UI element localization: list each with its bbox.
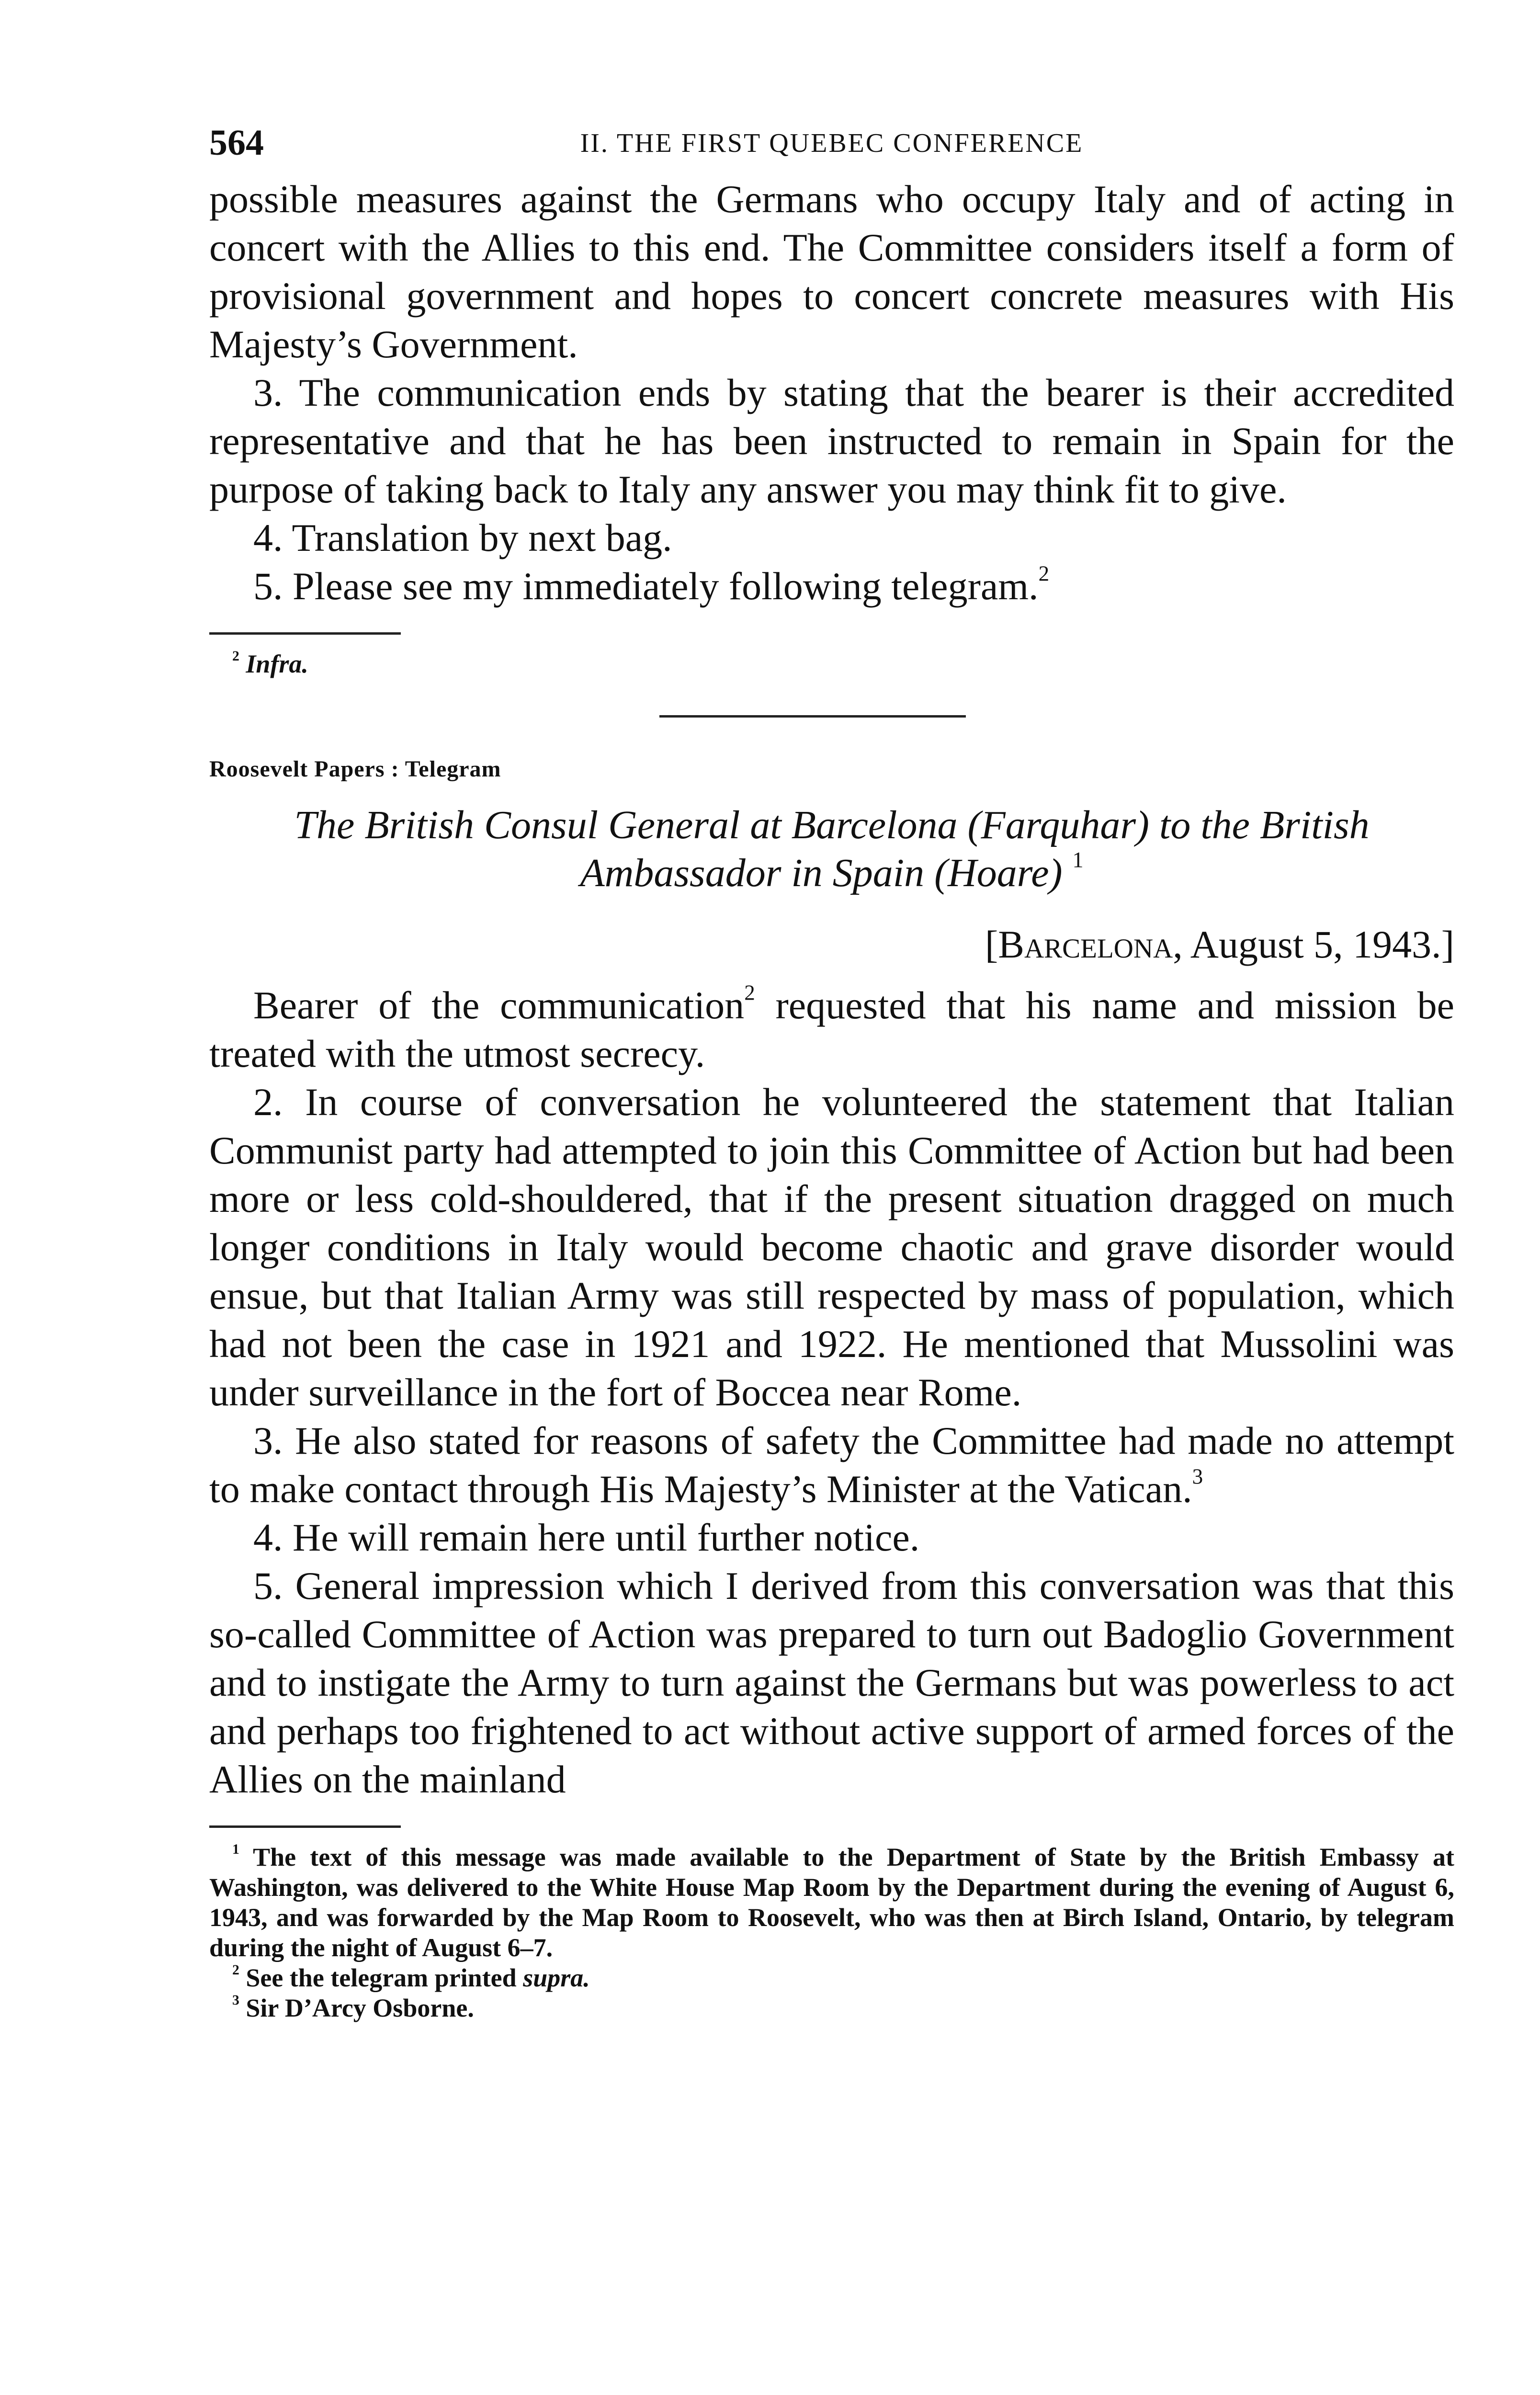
- footnote-text: Infra.: [246, 650, 308, 678]
- footnote-2-mark: 2: [232, 1962, 239, 1978]
- telegram-paragraph-3: [209, 1416, 1454, 1513]
- paragraph-4: 4. Translation by next bag.: [253, 516, 672, 559]
- paragraph-5-text: 5. Please see my immediately following telegram.: [253, 564, 1039, 608]
- telegram-paragraph-4: 4. He will remain here until further notice.: [253, 1516, 920, 1559]
- footnote-1: [209, 1842, 1454, 1963]
- section-separator: [659, 715, 966, 718]
- footnote-1-text: The text of this message was made available to the Department of State by the British Embassy at Washington, was delivered to the White House Map Room by the Department during the evening of August 6, 1943, and was forwarded by the Map Room to Roosevelt, who was then at Birch Island, Ontario, by telegram during the night of August 6–7.: [209, 1843, 1454, 1962]
- paragraph-continued: possible measures against the Germans who occupy Italy and of acting in concert with the Allies to this end. The Committee considers itself a form of provisional government and hopes to concert concrete measures with His Majesty’s Government.: [209, 177, 1454, 366]
- page-number: 564: [209, 123, 264, 163]
- telegram-p1-text-a: Bearer of the communication: [253, 983, 745, 1027]
- footnote-3-text: Sir D’Arcy Osborne.: [246, 1994, 474, 2022]
- telegram-p1-note: 2: [744, 981, 755, 1005]
- dateline-place: Barcelona,: [998, 923, 1183, 966]
- footnote-infra: [209, 649, 1454, 679]
- dateline-date: August 5, 1943.: [1190, 923, 1441, 966]
- document-title: [209, 801, 1454, 897]
- document-source: Roosevelt Papers : Telegram: [209, 756, 501, 782]
- footnote-3: [209, 1993, 1454, 2023]
- footnote-2-text: See the telegram printed: [246, 1963, 517, 1992]
- paragraph-5: [209, 562, 1454, 610]
- title-paren-2: (Hoare): [934, 851, 1063, 895]
- title-part-1: The British Consul General at Barcelona: [294, 803, 958, 847]
- telegram-paragraph-5: 5. General impression which I derived from this conversation was that this so-called Committee of Action was prepared to turn out Badoglio Government and to instigate the Army to turn against the Germans but was powerless to act and perhaps too frightened to act without active support of armed forces of the Allies on the mainland: [209, 1564, 1454, 1801]
- telegram-p3-text: 3. He also stated for reasons of safety the Committee had made no attempt to make contact through His Majesty’s Minister at the Vatican.: [209, 1419, 1454, 1511]
- title-paren-1: (Farquhar): [967, 803, 1149, 847]
- telegram-p1-text-b: requested that his name and mission be treated with the utmost secrecy.: [209, 983, 1455, 1075]
- telegram-paragraph-1: [209, 981, 1454, 1078]
- footnote-divider: [209, 632, 401, 635]
- footnotes-divider: [209, 1825, 401, 1828]
- running-head: II. THE FIRST QUEBEC CONFERENCE: [580, 128, 1084, 158]
- dateline: [Barcelona, August 5, 1943.]: [985, 923, 1454, 966]
- footnote-1-mark: 1: [232, 1841, 239, 1857]
- footnote-2: [209, 1963, 1454, 1993]
- page-header: [209, 122, 1454, 175]
- footnote-mark: 2: [232, 648, 239, 664]
- footnote-3-mark: 3: [232, 1992, 239, 2008]
- title-footnote-ref: 1: [1072, 847, 1084, 872]
- footnote-ref-2: 2: [1038, 561, 1050, 586]
- footnote-2-italic: supra.: [523, 1963, 590, 1992]
- telegram-p3-note: 3: [1192, 1464, 1203, 1489]
- title-part-2: to the British Ambassador in Spain: [580, 803, 1370, 895]
- telegram-paragraph-2: 2. In course of conversation he volunteered the statement that Italian Communist party had attempted to join this Committee of Action but had been more or less cold-shouldered, that if the present situation dragged on much longer conditions in Italy would become chaotic and grave disorder would ensue, but that Italian Army was still respected by mass of population, which had not been the case in 1921 and 1922. He mentioned that Mussolini was under surveillance in the fort of Boccea near Rome.: [209, 1080, 1454, 1414]
- paragraph-3: 3. The communication ends by stating that the bearer is their accredited representative and that he has been instructed to remain in Spain for the purpose of taking back to Italy any answer you may think fit to give.: [209, 371, 1454, 511]
- document-page: [209, 122, 1454, 2023]
